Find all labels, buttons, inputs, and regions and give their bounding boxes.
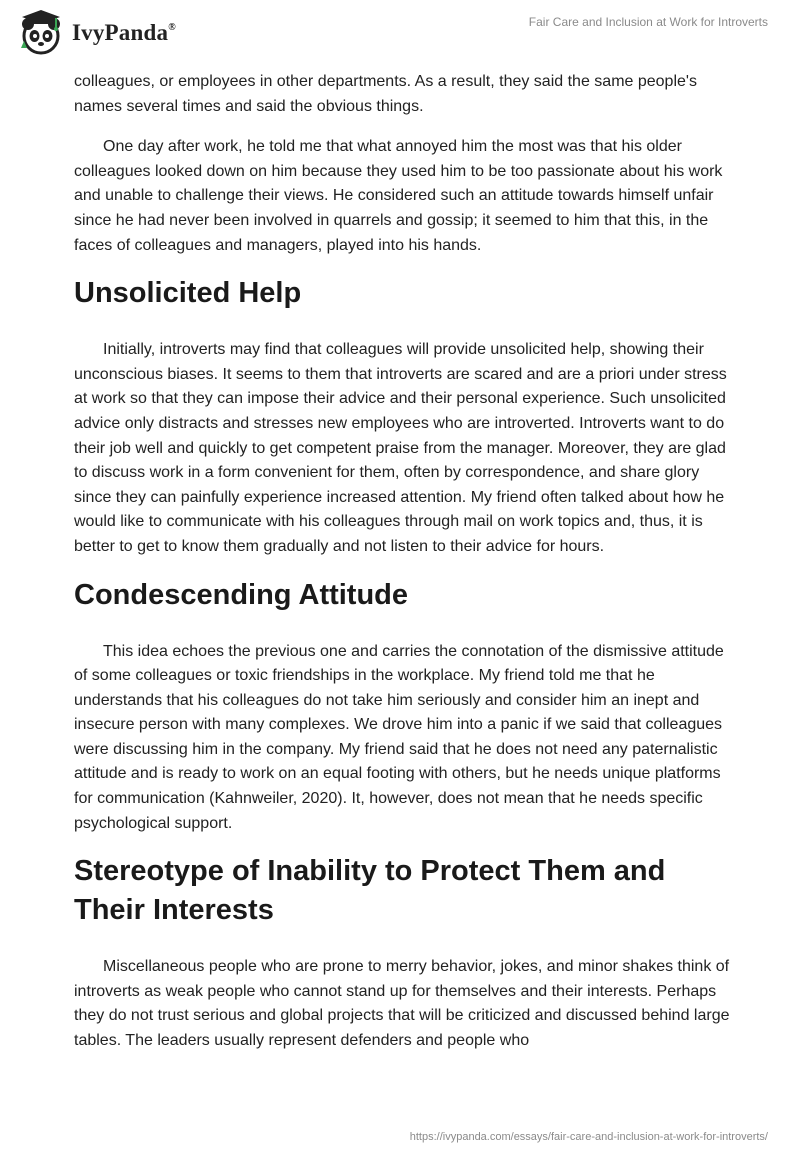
paragraph: One day after work, he told me that what annoyed him the most was that his older colleagues looked down on him because they used him to be too passionate about his work and unable to challenge their views. He considered such an attitude towards himself unfair since he had never been involved in quarrels and gossip; it seemed to him that this, in the faces of colleagues and managers, played into his hands.: [74, 138, 723, 254]
page-header: [0, 0, 800, 66]
source-url[interactable]: https://ivypanda.com/essays/fair-care-and-inclusion-at-work-for-introverts/: [409, 1131, 768, 1143]
paragraph-continued: colleagues, or employees in other departments. As a result, they said the same people's names several times and said the obvious things.: [74, 73, 697, 115]
panda-graduate-icon: [16, 8, 66, 58]
ivypanda-logo[interactable]: [16, 8, 176, 58]
brand-name: IvyPanda®: [72, 20, 176, 45]
paragraph: This idea echoes the previous one and carries the connotation of the dismissive attitude of some colleagues or toxic friendships in the workplace. My friend told me that he understands that his colleagues do not take him seriously and consider him an inept and insecure person with many complexes. We drove him into a panic if we said that colleagues were discussing him in the company. My friend said that he does not need any paternalistic attitude and is ready to work on an equal footing with others, but he needs unique platforms for communication (Kahnweiler, 2020). It, however, does not mean that he needs specific psychological support.: [74, 642, 724, 832]
section-heading-condescending-attitude: Condescending Attitude: [74, 578, 409, 611]
paragraph: Initially, introverts may find that colleagues will provide unsolicited help, showing their unconscious biases. It seems to them that introverts are scared and are a priori under stress at work so that they can impose their advice and their personal experience. Such unsolicited advice only distracts and stresses new employees who are introverted. Introverts want to do their job well and quickly to get competent praise from the manager. Moreover, they are glad to discuss work in a form convenient for them, often by correspondence, and share glory since they can painfully experience increased attention. My friend often talked about how he would like to communicate with his colleagues through mail on work topics and, thus, it is better to get to know them gradually and not listen to their advice for hours.: [74, 341, 727, 555]
section-heading-stereotype: Stereotype of Inability to Protect Them and Their Interests: [74, 855, 666, 927]
essay-title: Fair Care and Inclusion at Work for Introverts: [528, 15, 768, 29]
paragraph: Miscellaneous people who are prone to merry behavior, jokes, and minor shakes think of introverts as weak people who cannot stand up for themselves and their interests. Perhaps they do not trust serious and global projects that will be criticized and discussed behind large tables. The leaders usually represent defenders and people who: [74, 958, 730, 1050]
registered-mark: ®: [168, 22, 176, 33]
section-heading-unsolicited-help: Unsolicited Help: [74, 277, 302, 310]
essay-body: [74, 70, 734, 1070]
